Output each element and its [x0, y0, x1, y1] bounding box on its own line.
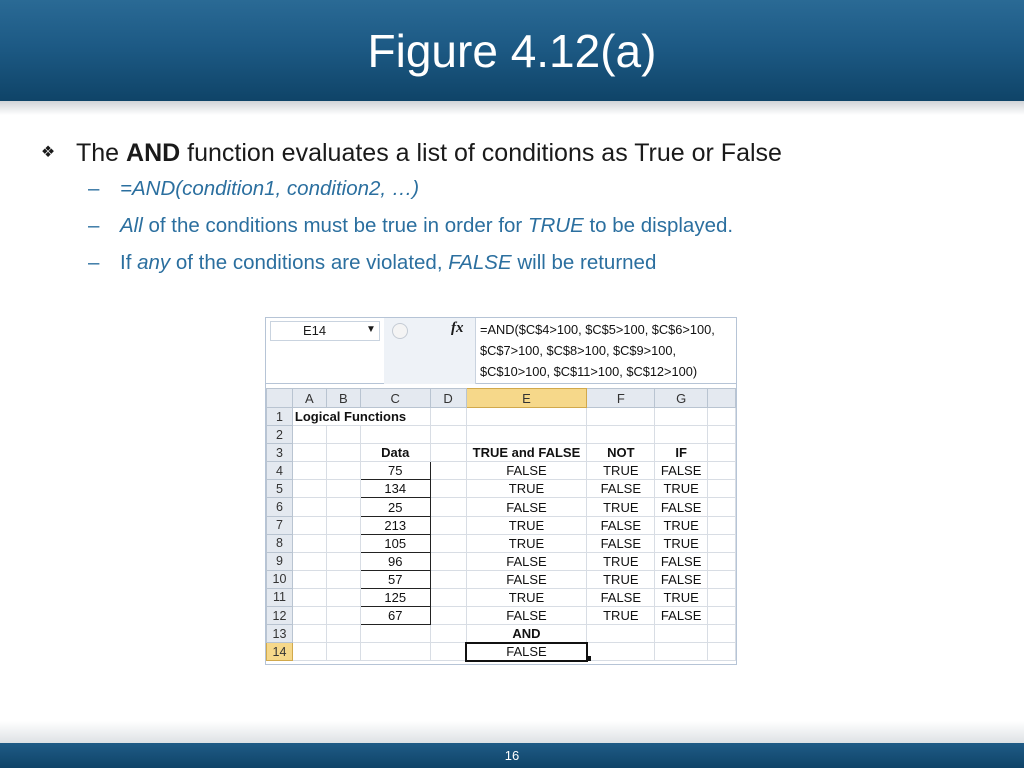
cell[interactable]: [292, 643, 326, 661]
cell-g[interactable]: TRUE: [655, 588, 708, 606]
cell[interactable]: [708, 588, 736, 606]
row-header[interactable]: 12: [267, 607, 293, 625]
main-bullet-post: function evaluates a list of conditions as True or False: [187, 139, 782, 167]
cell-e[interactable]: FALSE: [466, 607, 587, 625]
cell[interactable]: [292, 498, 326, 516]
table-row: [267, 516, 736, 534]
cell[interactable]: [360, 426, 430, 444]
cell-f[interactable]: TRUE: [587, 498, 655, 516]
cell[interactable]: [292, 607, 326, 625]
cell[interactable]: [292, 625, 326, 643]
table-row: [267, 625, 736, 643]
cell[interactable]: [292, 480, 326, 498]
table-row: [267, 480, 736, 498]
cell[interactable]: [292, 552, 326, 570]
formula-line: =AND($C$4>100, $C$5>100, $C$6>100,: [480, 322, 715, 337]
cell[interactable]: [430, 462, 466, 480]
excel-screenshot: [265, 317, 737, 665]
any-text-3: will be returned: [511, 251, 657, 274]
cell[interactable]: [326, 534, 360, 552]
diamond-bullet-icon: ❖: [40, 144, 56, 161]
cell-data[interactable]: 125: [360, 588, 430, 606]
cell-e-header[interactable]: TRUE and FALSE: [466, 444, 587, 462]
true-word: TRUE: [527, 214, 584, 237]
cell[interactable]: [292, 462, 326, 480]
cell[interactable]: [326, 552, 360, 570]
table-row: [267, 643, 736, 661]
cell-e[interactable]: TRUE: [466, 534, 587, 552]
cell-e[interactable]: TRUE: [466, 480, 587, 498]
cell[interactable]: [360, 643, 430, 661]
table-row: [267, 408, 736, 426]
cell[interactable]: [326, 516, 360, 534]
cell[interactable]: [326, 498, 360, 516]
table-row: [267, 607, 736, 625]
cell-f[interactable]: FALSE: [587, 534, 655, 552]
cell[interactable]: [655, 625, 708, 643]
row-header[interactable]: 10: [267, 570, 293, 588]
row-header[interactable]: 11: [267, 588, 293, 606]
cell[interactable]: [292, 426, 326, 444]
cell[interactable]: [326, 570, 360, 588]
formula-input[interactable]: [480, 319, 734, 382]
column-header-row: [267, 389, 736, 408]
cell-f[interactable]: FALSE: [587, 516, 655, 534]
cell-g[interactable]: TRUE: [655, 480, 708, 498]
syntax-text: =AND(condition1, condition2, …): [120, 177, 420, 200]
cell[interactable]: [360, 625, 430, 643]
cell[interactable]: [708, 408, 736, 426]
cell-data[interactable]: 213: [360, 516, 430, 534]
cell-f[interactable]: TRUE: [587, 607, 655, 625]
cell-e13[interactable]: AND: [466, 625, 587, 643]
title-bar: [0, 0, 1024, 101]
table-row: [267, 570, 736, 588]
table-row: [267, 462, 736, 480]
cell-f[interactable]: FALSE: [587, 588, 655, 606]
cell-e[interactable]: FALSE: [466, 552, 587, 570]
cell[interactable]: [587, 426, 655, 444]
cell-g[interactable]: FALSE: [655, 552, 708, 570]
cell[interactable]: [292, 444, 326, 462]
cell-g[interactable]: FALSE: [655, 498, 708, 516]
any-text-1: If: [120, 251, 138, 274]
cell-data[interactable]: 25: [360, 498, 430, 516]
column-header[interactable]: B: [326, 389, 360, 408]
cell[interactable]: [708, 643, 736, 661]
table-row: [267, 426, 736, 444]
row-header[interactable]: 8: [267, 534, 293, 552]
cell[interactable]: [430, 480, 466, 498]
cell[interactable]: [430, 643, 466, 661]
cell[interactable]: [708, 570, 736, 588]
cell[interactable]: [708, 444, 736, 462]
column-header[interactable]: A: [292, 389, 326, 408]
dropdown-arrow-icon[interactable]: ▼: [366, 324, 376, 335]
cell-g[interactable]: TRUE: [655, 516, 708, 534]
page-number: 16: [504, 748, 520, 763]
cell[interactable]: [430, 552, 466, 570]
column-header-empty[interactable]: [708, 389, 736, 408]
cell[interactable]: [466, 426, 587, 444]
cell[interactable]: [708, 426, 736, 444]
cell-e[interactable]: FALSE: [466, 462, 587, 480]
row-header[interactable]: 4: [267, 462, 293, 480]
cell-data[interactable]: 96: [360, 552, 430, 570]
formula-line: $C$10>100, $C$11>100, $C$12>100): [480, 364, 698, 379]
column-header[interactable]: C: [360, 389, 430, 408]
cell[interactable]: [708, 534, 736, 552]
cell[interactable]: [326, 607, 360, 625]
column-header[interactable]: D: [430, 389, 466, 408]
cell-g[interactable]: FALSE: [655, 462, 708, 480]
select-all-corner[interactable]: [267, 389, 293, 408]
cell[interactable]: [708, 498, 736, 516]
any-text-2: of the conditions are violated,: [170, 251, 449, 274]
cell[interactable]: [292, 534, 326, 552]
table-row: [267, 552, 736, 570]
cell[interactable]: [587, 625, 655, 643]
cell[interactable]: [708, 480, 736, 498]
cell[interactable]: [708, 607, 736, 625]
table-row: [267, 534, 736, 552]
cell[interactable]: [708, 625, 736, 643]
all-text-2: to be displayed.: [583, 214, 734, 237]
cell[interactable]: [326, 444, 360, 462]
cell[interactable]: [326, 480, 360, 498]
cell[interactable]: [430, 607, 466, 625]
main-bullet-pre: The: [76, 139, 120, 167]
cell[interactable]: [292, 588, 326, 606]
cell[interactable]: [326, 643, 360, 661]
cell-f-header[interactable]: NOT: [587, 444, 655, 462]
cell-e[interactable]: TRUE: [466, 516, 587, 534]
cell-g-header[interactable]: IF: [655, 444, 708, 462]
cell[interactable]: [708, 552, 736, 570]
cell-data[interactable]: 134: [360, 480, 430, 498]
active-cell-e14[interactable]: FALSE: [466, 643, 587, 661]
cell[interactable]: [708, 516, 736, 534]
sub-bullet-any: [36, 244, 996, 281]
cell-f[interactable]: TRUE: [587, 570, 655, 588]
cell-data-header[interactable]: Data: [360, 444, 430, 462]
cell-data[interactable]: 105: [360, 534, 430, 552]
table-row: [267, 444, 736, 462]
cell[interactable]: [430, 516, 466, 534]
cell[interactable]: [655, 408, 708, 426]
cell[interactable]: [326, 588, 360, 606]
cell-data[interactable]: 57: [360, 570, 430, 588]
column-header[interactable]: F: [587, 389, 655, 408]
cell-data[interactable]: 67: [360, 607, 430, 625]
cell[interactable]: [655, 643, 708, 661]
slide-content: [36, 136, 996, 281]
cell[interactable]: [655, 426, 708, 444]
dash-icon: –: [88, 177, 100, 200]
any-word: any: [137, 251, 171, 274]
cell[interactable]: [326, 462, 360, 480]
row-header[interactable]: 13: [267, 625, 293, 643]
cell[interactable]: [292, 570, 326, 588]
dash-icon: –: [88, 214, 100, 237]
cell[interactable]: [326, 426, 360, 444]
cell[interactable]: [430, 625, 466, 643]
footer-bar: [0, 743, 1024, 768]
cell[interactable]: [466, 408, 587, 426]
cell[interactable]: [430, 426, 466, 444]
cell[interactable]: [430, 444, 466, 462]
sub-bullet-syntax: [36, 170, 996, 207]
cell-g[interactable]: FALSE: [655, 607, 708, 625]
cell-g[interactable]: TRUE: [655, 534, 708, 552]
cell-g[interactable]: FALSE: [655, 570, 708, 588]
cell-f[interactable]: FALSE: [587, 480, 655, 498]
cell[interactable]: [430, 588, 466, 606]
all-text-1: of the conditions must be true in order for: [142, 214, 528, 237]
dash-icon: –: [88, 251, 100, 274]
cell[interactable]: [292, 516, 326, 534]
fx-icon[interactable]: fx: [451, 320, 464, 336]
cell-data[interactable]: 75: [360, 462, 430, 480]
main-bullet-bold: AND: [126, 139, 181, 167]
main-bullet: [36, 136, 996, 170]
false-word: FALSE: [448, 251, 512, 274]
cell-f[interactable]: TRUE: [587, 552, 655, 570]
row-header[interactable]: 6: [267, 498, 293, 516]
row-header[interactable]: 2: [267, 426, 293, 444]
cancel-circle-icon[interactable]: [392, 323, 408, 339]
row-header-selected[interactable]: 14: [267, 643, 293, 661]
cell-e[interactable]: TRUE: [466, 588, 587, 606]
formula-bar: [266, 318, 736, 384]
cell-e[interactable]: FALSE: [466, 498, 587, 516]
row-header[interactable]: 5: [267, 480, 293, 498]
all-word: All: [120, 214, 143, 237]
cell[interactable]: [587, 643, 655, 661]
cell[interactable]: [430, 570, 466, 588]
cell-f[interactable]: TRUE: [587, 462, 655, 480]
name-box[interactable]: E14: [270, 321, 380, 341]
table-row: [267, 498, 736, 516]
column-header[interactable]: G: [655, 389, 708, 408]
cell[interactable]: [708, 462, 736, 480]
table-row: [267, 588, 736, 606]
row-header[interactable]: 1: [267, 408, 293, 426]
cell[interactable]: [430, 534, 466, 552]
slide-title: Figure 4.12(a): [367, 25, 657, 77]
spreadsheet-grid: [266, 388, 736, 662]
cell-a1[interactable]: Logical Functions: [292, 408, 430, 426]
formula-line: $C$7>100, $C$8>100, $C$9>100,: [480, 343, 677, 358]
cell-e[interactable]: FALSE: [466, 570, 587, 588]
cell[interactable]: [430, 498, 466, 516]
row-header[interactable]: 9: [267, 552, 293, 570]
cell[interactable]: [430, 408, 466, 426]
row-header[interactable]: 7: [267, 516, 293, 534]
cell[interactable]: [326, 625, 360, 643]
column-header-selected[interactable]: E: [466, 389, 587, 408]
sub-bullet-all: [36, 207, 996, 244]
row-header[interactable]: 3: [267, 444, 293, 462]
fill-handle[interactable]: [586, 656, 591, 661]
cell[interactable]: [587, 408, 655, 426]
